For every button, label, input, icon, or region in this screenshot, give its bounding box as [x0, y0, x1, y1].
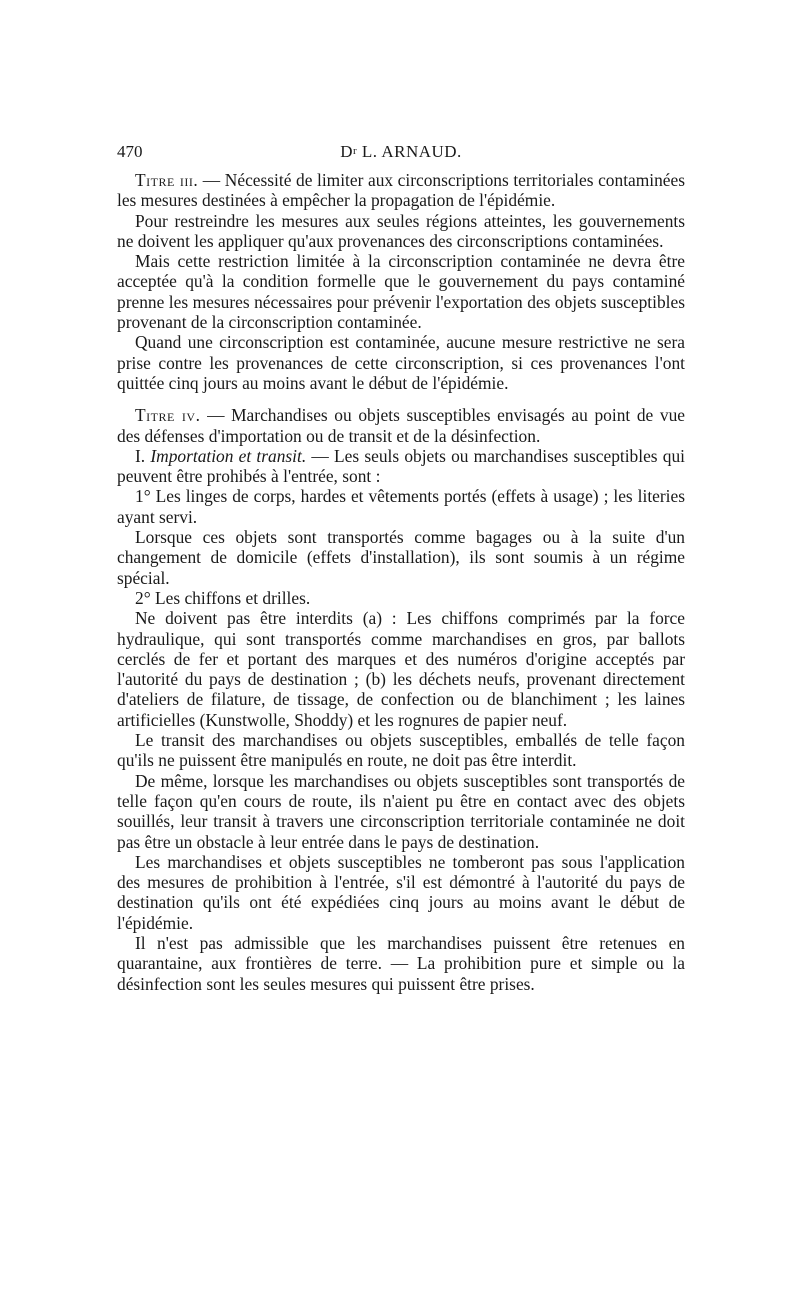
importation-text: — Les seuls objets ou marchandises susceptibles qui peuvent être prohibés à l'entrée, sont : — [117, 445, 686, 487]
titre-iv-heading — [117, 405, 685, 446]
importation-title: Importation et transit. — [150, 445, 307, 466]
paragraph: Il n'est pas admissible que les marchandises puissent être retenues en quarantaine, aux frontières de terre. — La prohibition pure et simple ou la désinfection sont les seules mesures qui puissent être prises. — [117, 932, 685, 994]
paragraph: Ne doivent pas être interdits (a) : Les chiffons comprimés par la force hydraulique, qui sont transportés comme marchandises en gros, par ballots cerclés de fer et portant des marques et des numéros d'origine acceptés par l'autorité du pays de destination ; (b) les déchets neufs, provenant directement d'ateliers de filature, de tissage, de confection ou de blanchiment ; les laines artificielles (Kunstwolle, Shoddy) et les rognures de papier neuf. — [117, 608, 685, 730]
paragraph: De même, lorsque les marchandises ou objets susceptibles sont transportés de telle façon qu'en cours de route, ils n'aient pu être en contact avec des objets souillés, leur transit à travers une circonscription territoriale contaminée ne doit pas être un obstacle à leur entrée dans le pays de destination. — [117, 770, 685, 852]
paragraph: Les marchandises et objets susceptibles ne tomberont pas sous l'application des mesures de prohibition à l'entrée, s'il est démontré à l'autorité du pays de destination qu'ils ont été expédiées cinq jours au moins avant le début de l'épidémie. — [117, 851, 685, 933]
paragraph: Le transit des marchandises ou objets susceptibles, emballés de telle façon qu'ils ne puissent être manipulés en route, ne doit pas être interdit. — [117, 730, 685, 771]
paragraph: Pour restreindre les mesures aux seules régions atteintes, les gouvernements ne doivent les appliquer qu'aux provenances des circonscriptions contaminées. — [117, 210, 685, 251]
author-prefix-sup: r — [352, 145, 358, 157]
titre-iii-label: Titre iii. — [135, 170, 199, 190]
paragraph: 2° Les chiffons et drilles. — [135, 587, 311, 608]
book-page — [117, 140, 685, 994]
titre-iv-text: — Marchandises ou objets susceptibles envisagés au point de vue des défenses d'importation ou de transit et de la désinfection. — [117, 405, 686, 446]
running-head — [117, 140, 685, 164]
titre-iv-label: Titre iv. — [135, 405, 201, 426]
importation-heading — [117, 446, 685, 487]
author-prefix: D — [340, 142, 353, 161]
titre-iii-text: — Nécessité de limiter aux circonscriptions territoriales contaminées les mesures destinées à empêcher la propagation de l'épidémie. — [117, 170, 686, 211]
titre-iii-heading — [117, 170, 685, 211]
author-name: L. ARNAUD. — [361, 142, 462, 161]
page-number: 470 — [117, 142, 143, 161]
paragraph: Quand une circonscription est contaminée, aucune mesure restrictive ne sera prise contre les provenances de cette circonscription, si ces provenances l'ont quittée cinq jours au moins avant le début de l'épidémie. — [117, 332, 685, 393]
paragraph: Lorsque ces objets sont transportés comme bagages ou à la suite d'un changement de domicile (effets d'installation), ils sont soumis à un régime spécial. — [117, 527, 685, 588]
body-text — [117, 170, 685, 994]
paragraph: 1° Les linges de corps, hardes et vêtements portés (effets à usage) ; les literies ayant servi. — [117, 486, 685, 527]
paragraph: Mais cette restriction limitée à la circonscription contaminée ne devra être acceptée qu'à la condition formelle que le gouvernement du pays contaminé prenne les mesures nécessaires pour prévenir l'exportation des objets susceptibles provenant de la circonscription contaminée. — [117, 251, 685, 333]
importation-prefix: I. — [135, 445, 151, 466]
page-header — [117, 140, 685, 170]
